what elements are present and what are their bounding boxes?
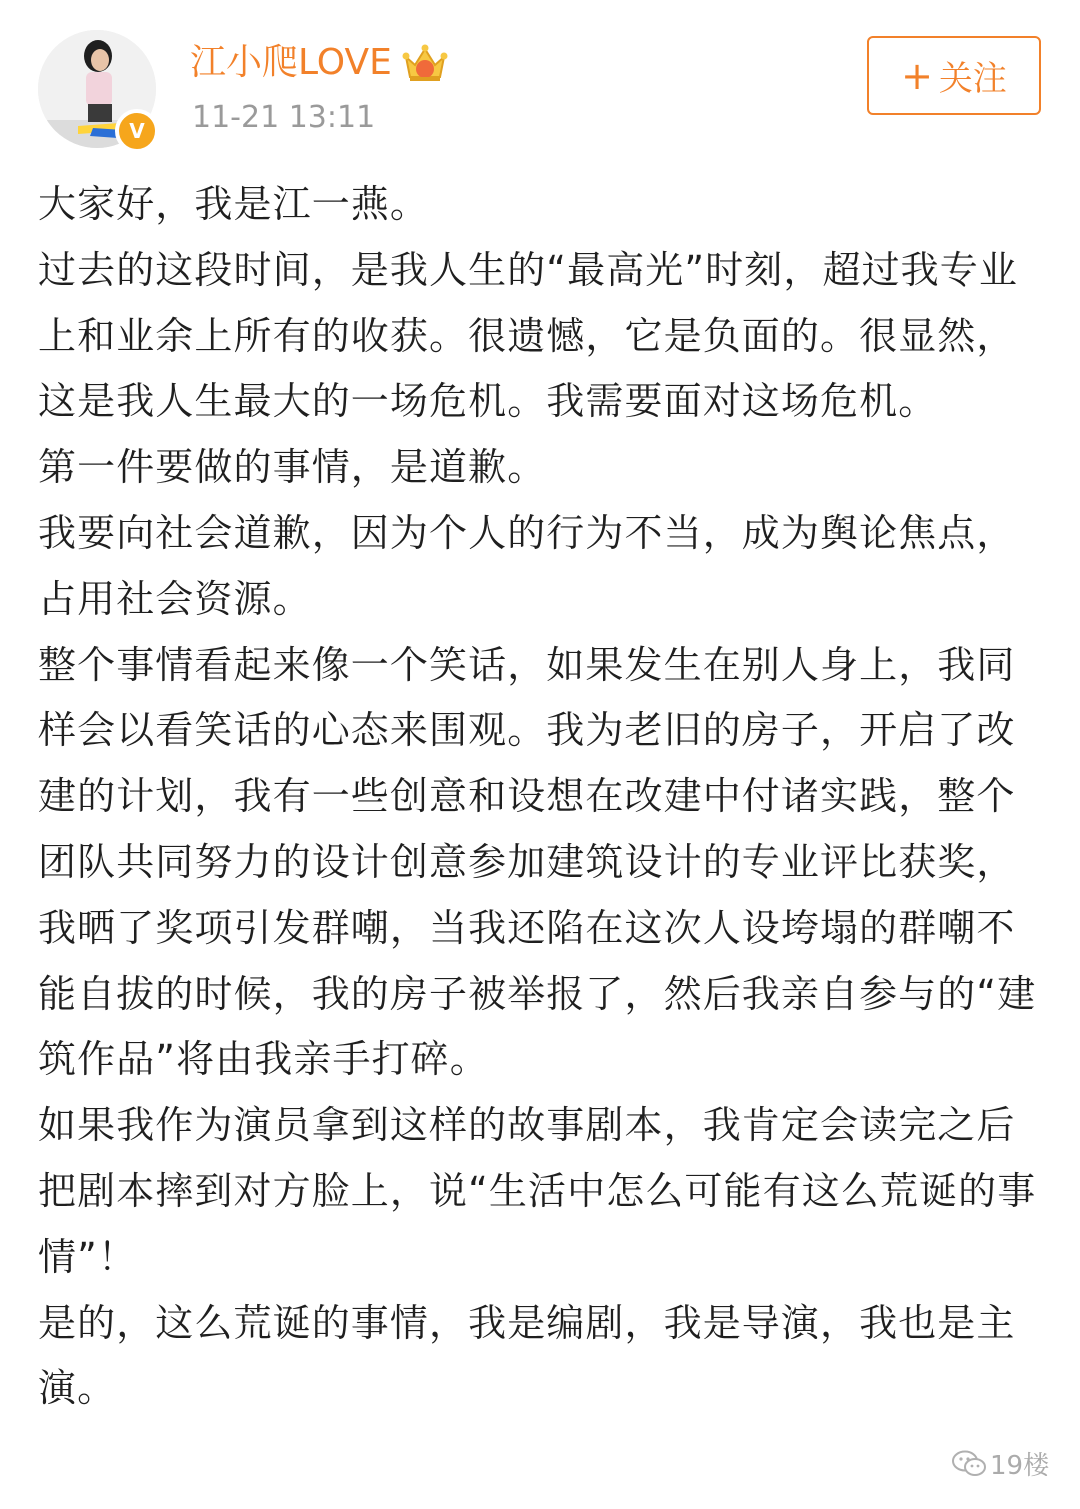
follow-button[interactable] xyxy=(867,36,1041,115)
crown-icon xyxy=(402,43,448,83)
post-header xyxy=(0,0,1080,160)
post-paragraph: 过去的这段时间，是我人生的“最高光”时刻，超过我专业上和业余上所有的收获。很遗憾，它是负面的。很显然，这是我人生最大的一场危机。我需要面对这场危机。 xyxy=(38,247,1018,424)
wechat-icon xyxy=(952,1450,986,1478)
follow-label: 关注 xyxy=(938,59,1007,99)
post-paragraph: 我要向社会道歉，因为个人的行为不当，成为舆论焦点，占用社会资源。 xyxy=(38,510,1016,621)
post-paragraph: 如果我作为演员拿到这样的故事剧本，我肯定会读完之后把剧本摔到对方脸上，说“生活中怎么可能有这么荒诞的事情”！ xyxy=(38,1103,1037,1279)
verified-badge: V xyxy=(115,109,159,153)
post-paragraph: 大家好，我是江一燕。 xyxy=(38,182,430,226)
post-body xyxy=(38,172,1038,1422)
post-paragraph: 整个事情看起来像一个笑话，如果发生在别人身上，我同样会以看笑话的心态来围观。我为老旧的房子，开启了改建的计划，我有一些创意和设想在改建中付诸实践，整个团队共同努力的设计创意参加建筑设计的专业评比获奖，我晒了奖项引发群嘲，当我还陷在这次人设垮塌的群嘲不能自拔的时候，我的房子被举报了，然后我亲自参与的“建筑作品”将由我亲手打碎。 xyxy=(38,642,1037,1082)
watermark-text: 19楼 xyxy=(990,1451,1050,1481)
post-paragraph: 第一件要做的事情，是道歉。 xyxy=(38,445,547,490)
plus-icon: + xyxy=(901,53,933,98)
post-timestamp: 11-21 13:11 xyxy=(192,100,376,135)
watermark xyxy=(952,1445,1049,1482)
name-row xyxy=(190,38,448,88)
post-paragraph: 是的，这么荒诞的事情，我是编剧，我是导演，我也是主演。 xyxy=(38,1300,1016,1411)
username[interactable]: 江小爬LOVE xyxy=(190,42,392,83)
